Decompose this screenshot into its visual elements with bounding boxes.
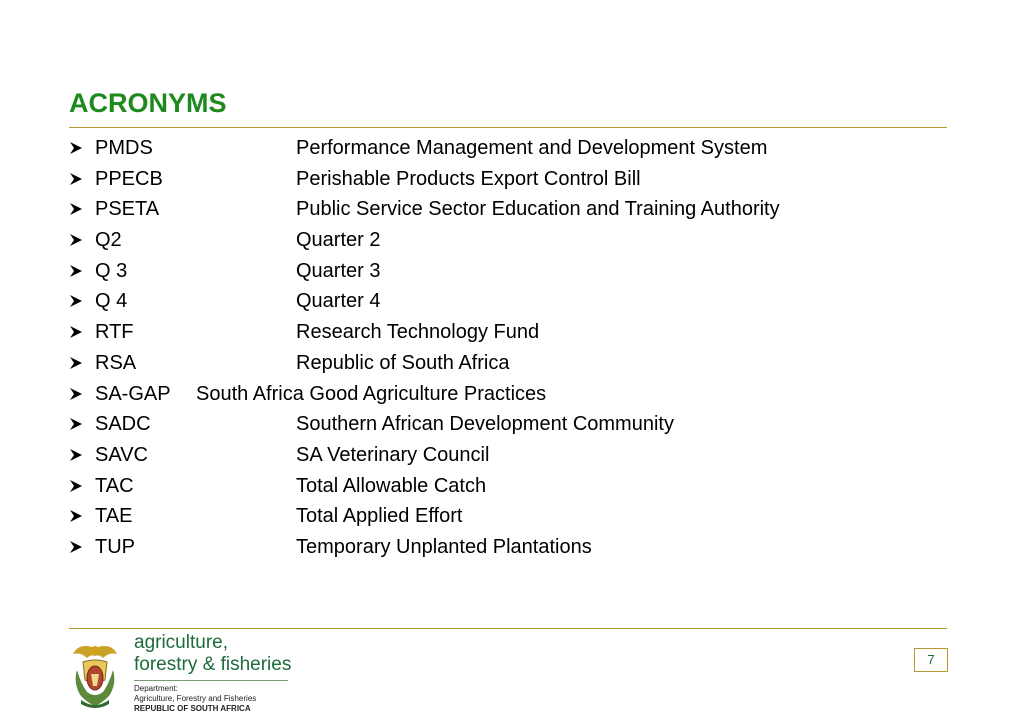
acronym-abbr: SADC <box>95 413 151 436</box>
footer-divider <box>69 628 947 629</box>
acronym-definition: Temporary Unplanted Plantations <box>296 535 592 558</box>
page-number: 7 <box>914 648 948 672</box>
acronym-abbr: Q2 <box>95 229 122 252</box>
arrow-bullet-icon <box>69 387 83 401</box>
brand-line-1: agriculture, <box>134 632 228 653</box>
title-divider <box>69 127 947 128</box>
coat-of-arms-icon <box>69 640 121 710</box>
acronym-list <box>69 133 929 563</box>
list-item <box>69 379 929 410</box>
list-item <box>69 440 929 471</box>
country-name: REPUBLIC OF SOUTH AFRICA <box>134 704 251 713</box>
acronym-definition: Quarter 3 <box>296 259 381 282</box>
arrow-bullet-icon <box>69 356 83 370</box>
list-item <box>69 286 929 317</box>
acronym-definition: Total Allowable Catch <box>296 474 487 497</box>
list-item <box>69 532 929 563</box>
acronym-definition: South Africa Good Agriculture Practices <box>196 382 547 405</box>
arrow-bullet-icon <box>69 325 83 339</box>
list-item <box>69 133 929 164</box>
brand-line-2: forestry & fisheries <box>134 654 292 675</box>
arrow-bullet-icon <box>69 448 83 462</box>
arrow-bullet-icon <box>69 509 83 523</box>
department-label: Department: <box>134 684 179 693</box>
list-item <box>69 194 929 225</box>
acronym-definition: Southern African Development Community <box>296 413 674 436</box>
arrow-bullet-icon <box>69 540 83 554</box>
list-item <box>69 317 929 348</box>
arrow-bullet-icon <box>69 141 83 155</box>
arrow-bullet-icon <box>69 172 83 186</box>
acronym-abbr: Q 4 <box>95 290 128 313</box>
acronym-abbr: RSA <box>95 351 137 374</box>
acronym-definition: Quarter 4 <box>296 290 381 313</box>
list-item <box>69 471 929 502</box>
brand-divider <box>134 680 288 681</box>
arrow-bullet-icon <box>69 202 83 216</box>
acronym-abbr: RTF <box>95 321 134 344</box>
acronym-definition: Public Service Sector Education and Training Authority <box>296 198 780 221</box>
list-item <box>69 164 929 195</box>
acronym-definition: Perishable Products Export Control Bill <box>296 167 641 190</box>
acronym-abbr: PMDS <box>95 137 153 159</box>
acronym-definition: Total Applied Effort <box>296 505 463 528</box>
arrow-bullet-icon <box>69 417 83 431</box>
arrow-bullet-icon <box>69 264 83 278</box>
list-item <box>69 256 929 287</box>
acronym-definition: Performance Management and Development System <box>296 137 768 159</box>
arrow-bullet-icon <box>69 233 83 247</box>
acronym-abbr: TAC <box>95 474 134 497</box>
list-item <box>69 348 929 379</box>
acronym-abbr: SAVC <box>95 443 148 466</box>
acronym-definition: Research Technology Fund <box>296 321 540 344</box>
acronym-abbr: Q 3 <box>95 259 128 282</box>
acronym-abbr: TUP <box>95 535 135 558</box>
acronym-abbr: PSETA <box>95 198 160 221</box>
acronym-abbr: PPECB <box>95 167 163 190</box>
acronym-definition: SA Veterinary Council <box>296 443 490 466</box>
arrow-bullet-icon <box>69 294 83 308</box>
acronym-definition: Republic of South Africa <box>296 351 510 374</box>
page-title: ACRONYMS <box>69 88 227 118</box>
list-item <box>69 225 929 256</box>
list-item <box>69 409 929 440</box>
department-logo <box>69 632 299 716</box>
department-name: Agriculture, Forestry and Fisheries <box>134 694 257 703</box>
acronym-abbr: TAE <box>95 505 133 528</box>
acronym-definition: Quarter 2 <box>296 229 381 252</box>
acronym-abbr: SA-GAP <box>95 382 171 405</box>
arrow-bullet-icon <box>69 479 83 493</box>
list-item <box>69 501 929 532</box>
